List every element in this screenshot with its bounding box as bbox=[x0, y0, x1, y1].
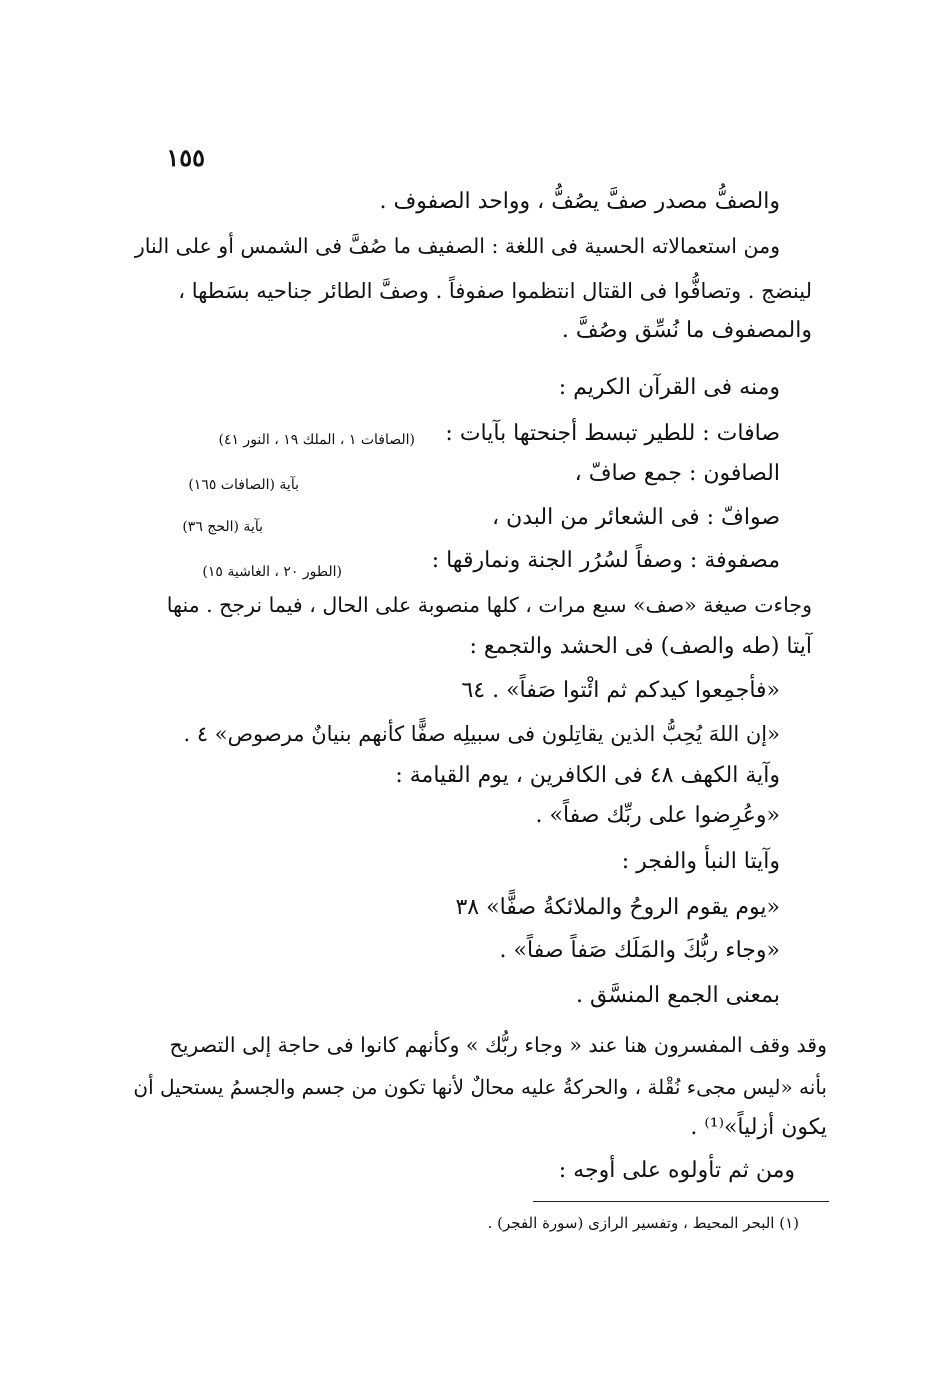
body-line: آيتا (طه والصف) فى الحشد والتجمع : bbox=[469, 634, 812, 659]
paragraph-line: ومن استعمالاته الحسية فى اللغة : الصفيف ما صُفَّ فى الشمس أو على النار bbox=[134, 234, 780, 258]
paragraph-line: لينضج . وتصافُّوا فى القتال انتظموا صفوفاً . وصفَّ الطائر جناحيه بسَطها ، bbox=[178, 279, 812, 303]
footnote-rule bbox=[533, 1201, 829, 1202]
body-line: بمعنى الجمع المنسَّق . bbox=[576, 983, 780, 1008]
verse-line: «وعُرِضوا على ربِّك صفاً» . bbox=[535, 803, 780, 828]
paragraph-line: يكون أزلياً»⁽¹⁾ . bbox=[690, 1115, 827, 1140]
paragraph-line: والمصفوف ما نُسِّق وصُفَّ . bbox=[561, 318, 812, 343]
page-number: ١٥٥ bbox=[166, 143, 205, 172]
body-line: وجاءت صيغة «صف» سبع مرات ، كلها منصوبة على الحال ، فيما نرجح . منها bbox=[166, 593, 812, 617]
quran-entry-ref: بآية (الصافات ١٦٥) bbox=[188, 477, 299, 493]
verse-line: «يوم يقوم الروحُ والملائكةُ صفًّا» ٣٨ bbox=[455, 895, 780, 920]
paragraph-line: بأنه «ليس مجىء نُقْلة ، والحركةُ عليه محالٌ لأنها تكون من جسم والجسمُ يستحيل أن bbox=[133, 1075, 827, 1099]
quran-entry-ref: بآية (الحج ٣٦) bbox=[182, 519, 263, 535]
verse-line: «إن اللهَ يُحِبُّ الذين يقاتِلون فى سبيلِه صفًّا كأنهم بنيانٌ مرصوص» ٤ . bbox=[183, 722, 780, 746]
quran-entry-text: صوافّ : فى الشعائر من البدن ، bbox=[492, 505, 780, 530]
verse-line: «فأجمِعوا كيدكم ثم ائْتوا صَفاً» . ٦٤ bbox=[461, 678, 780, 703]
body-line: وآيتا النبأ والفجر : bbox=[621, 849, 780, 874]
footnote: (١) البحر المحيط ، وتفسير الرازى (سورة الفجر) . bbox=[487, 1214, 799, 1232]
quran-entry-text: مصفوفة : وصفاً لسُرُر الجنة ونمارقها : bbox=[431, 548, 780, 573]
paragraph-line: وقد وقف المفسرون هنا عند « وجاء ربُّك » وكأنهم كانوا فى حاجة إلى التصريح bbox=[169, 1033, 827, 1057]
quran-entry-ref: (الطور ٢٠ ، الغاشية ١٥) bbox=[202, 564, 342, 580]
quran-intro: ومنه فى القرآن الكريم : bbox=[558, 375, 780, 400]
quran-entry-text: صافات : للطير تبسط أجنحتها بآيات : bbox=[445, 421, 780, 446]
quran-entry-ref: (الصافات ١ ، الملك ١٩ ، النور ٤١) bbox=[218, 432, 415, 448]
verse-line: «وجاء ربُّكَ والمَلَك صَفاً صفاً» . bbox=[499, 938, 780, 963]
paragraph-line: ومن ثم تأولوه على أوجه : bbox=[558, 1158, 795, 1183]
quran-entry-text: الصافون : جمع صافّ ، bbox=[574, 461, 780, 486]
paragraph-line: والصفُّ مصدر صفَّ يصُفُّ ، وواحد الصفوف . bbox=[379, 189, 780, 214]
body-line: وآية الكهف ٤٨ فى الكافرين ، يوم القيامة : bbox=[395, 763, 780, 788]
